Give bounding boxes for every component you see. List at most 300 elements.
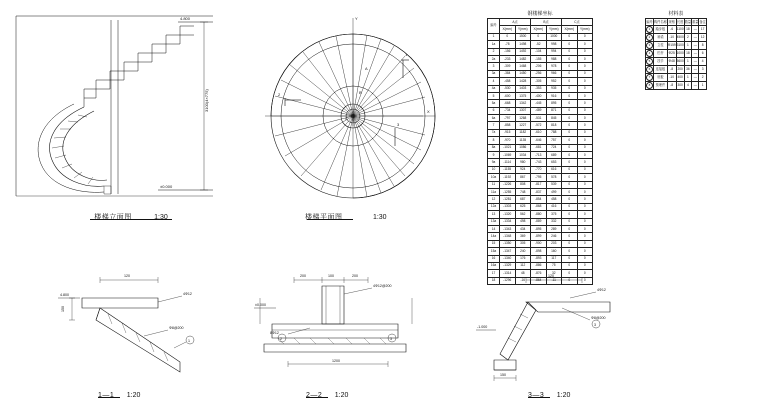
table-row (488, 159, 593, 166)
coordinate-cell: 16 (488, 255, 500, 262)
table-row (488, 70, 593, 77)
section-3-3-view (470, 268, 650, 399)
coordinate-cell: -770 (531, 166, 547, 173)
coordinate-cell: -1347 (500, 248, 516, 255)
coordinate-cell: 0 (562, 100, 578, 107)
table-row (488, 78, 593, 85)
material-cell: 200 (676, 66, 684, 74)
coordinate-cell: 0 (577, 55, 593, 62)
coordinate-cell: 332 (546, 218, 562, 225)
table-row (488, 255, 593, 262)
coordinate-cell: 0 (562, 166, 578, 173)
coordinate-cell: 32 (546, 270, 562, 277)
section-1-1-scale: 1:20 (126, 392, 141, 399)
coordinate-cell: 14 (488, 225, 500, 232)
coordinate-cell: 416 (546, 203, 562, 210)
material-cell: 预埋件 (654, 82, 668, 90)
material-cell: 底板 (654, 74, 668, 82)
coordinate-cell: 625 (515, 203, 531, 210)
coordinate-cell: 0 (562, 107, 578, 114)
coordinate-cell: -1296 (500, 277, 516, 284)
table-row (488, 248, 593, 255)
section-3-3-caption (528, 384, 570, 402)
svg-text:4.800: 4.800 (180, 16, 191, 21)
coordinate-cell: 0 (562, 225, 578, 232)
table-row (646, 74, 707, 82)
coordinate-cell: 0 (562, 115, 578, 122)
coordinate-cell: 8a (488, 144, 500, 151)
coordinate-cell: 240 (515, 248, 531, 255)
coordinate-cell: 0 (577, 203, 593, 210)
coordinate-cell: -1350 (500, 240, 516, 247)
plan-caption (305, 206, 425, 224)
coordinate-cell: 434 (515, 225, 531, 232)
svg-text:8Φ12: 8Φ12 (270, 331, 279, 335)
coordinate-cell: 0 (562, 174, 578, 181)
table-row (646, 50, 707, 58)
plan-scale: 1:30 (372, 214, 387, 221)
coordinate-cell: -868 (531, 203, 547, 210)
svg-text:200: 200 (352, 274, 358, 278)
coordinate-cell: 6 (488, 107, 500, 114)
coordinate-table-group-header-row (488, 19, 593, 26)
coordinate-cell: 3 (488, 63, 500, 70)
material-cell: 斜梁 (654, 34, 668, 42)
coordinate-cell: 13 (488, 211, 500, 218)
table-row (488, 41, 593, 48)
coordinate-cell: -743 (531, 159, 547, 166)
coordinate-cell: 0 (577, 33, 593, 40)
material-cell: 栏杆 (654, 50, 668, 58)
coordinate-cell: 12a (488, 203, 500, 210)
material-table-body (646, 26, 707, 90)
svg-text:100: 100 (328, 274, 334, 278)
table-row (488, 92, 593, 99)
coordinate-cell: -206 (531, 63, 547, 70)
svg-text:4Φ12@200: 4Φ12@200 (373, 284, 392, 288)
coordinate-cell: 0 (577, 240, 593, 247)
coordinate-cell: -305 (531, 78, 547, 85)
section-1-1-view (40, 268, 220, 399)
coordinate-cell: 1034 (515, 152, 531, 159)
coordinate-cell: -668 (500, 100, 516, 107)
coordinate-cell: 4 (488, 78, 500, 85)
coordinate-cell: 0 (562, 218, 578, 225)
svg-text:2: 2 (278, 92, 281, 97)
coordinate-cell: -837 (531, 188, 547, 195)
coordinate-cell: 0 (577, 70, 593, 77)
material-cell: — (692, 26, 699, 34)
coordinate-cell: 0 (577, 166, 593, 173)
coordinate-cell: 2 (488, 48, 500, 55)
coordinate-cell: 0 (562, 277, 578, 284)
material-cell: — (692, 50, 699, 58)
material-cell: 1 (684, 74, 691, 82)
plan-caption-underline (307, 219, 353, 220)
coordinate-cell: -600 (500, 92, 516, 99)
material-cell: 6 (699, 50, 706, 58)
svg-text:±0.000: ±0.000 (255, 303, 266, 307)
coordinate-cell: -233 (500, 55, 516, 62)
coordinate-cell: 0 (577, 63, 593, 70)
coordinate-cell: 369 (515, 233, 531, 240)
coordinate-cell: 160 (546, 248, 562, 255)
material-cell: — (692, 66, 699, 74)
material-cell: 3100 (676, 42, 684, 50)
coordinate-cell: 0 (562, 63, 578, 70)
coordinate-cell: 0 (577, 255, 593, 262)
coordinate-cell: 1428 (515, 78, 531, 85)
svg-text:2: 2 (280, 337, 282, 341)
coordinate-cell: -1226 (500, 181, 516, 188)
table-row (488, 55, 593, 62)
coordinate-cell: -458 (500, 78, 516, 85)
coordinate-cell: 0 (562, 41, 578, 48)
material-cell: — (692, 42, 699, 50)
table-row (488, 188, 593, 195)
svg-text:A: A (365, 66, 368, 71)
material-cell: 4 (699, 58, 706, 66)
coordinate-sub-header-cell: X(mm) (562, 26, 578, 33)
material-cell: 1100 (676, 26, 684, 34)
coordinate-cell: 687 (515, 196, 531, 203)
table-row (488, 33, 593, 40)
coordinate-cell: 1342 (515, 100, 531, 107)
coordinate-cell: 0 (577, 78, 593, 85)
coordinate-cell: 616 (546, 166, 562, 173)
coordinate-cell: 498 (515, 218, 531, 225)
coordinate-cell: 0 (577, 107, 593, 114)
coordinate-cell: 1a (488, 41, 500, 48)
coordinate-cell: 0 (562, 85, 578, 92)
coordinate-group-header-cell: 编号 (488, 19, 500, 34)
coordinate-cell: 1227 (515, 122, 531, 129)
material-header-cell: 数量 (684, 19, 691, 26)
svg-text:1200: 1200 (332, 359, 340, 363)
coordinate-cell: -52 (531, 41, 547, 48)
svg-text:1: 1 (188, 339, 190, 343)
coordinate-cell: 1500 (515, 33, 531, 40)
svg-text:120: 120 (548, 274, 554, 278)
coordinate-cell: 0 (562, 233, 578, 240)
coordinate-cell: 0 (562, 196, 578, 203)
coordinate-cell: 0 (562, 159, 578, 166)
coordinate-cell: -899 (531, 233, 547, 240)
coordinate-cell: -531 (531, 115, 547, 122)
svg-text:200: 200 (300, 274, 306, 278)
coordinate-cell: 48 (515, 270, 531, 277)
material-cell: 12 (699, 34, 706, 42)
coordinate-cell: 12 (488, 196, 500, 203)
coordinate-cell: -16 (515, 277, 531, 284)
coordinate-cell: -489 (531, 107, 547, 114)
coordinate-cell: 0 (577, 233, 593, 240)
coordinate-cell: 924 (515, 166, 531, 173)
coordinate-cell: 0 (562, 122, 578, 129)
svg-text:-1.000: -1.000 (477, 325, 488, 329)
coordinate-cell: 5a (488, 100, 500, 107)
material-cell: 3 (699, 66, 706, 74)
svg-text:4Φ12: 4Φ12 (597, 288, 606, 292)
coordinate-cell: -353 (531, 85, 547, 92)
coordinate-cell: -156 (500, 48, 516, 55)
material-header-cell: 编号 (646, 19, 654, 26)
coordinate-cell: 1182 (515, 129, 531, 136)
coordinate-cell: 16a (488, 262, 500, 269)
coordinate-cell: 0 (500, 33, 516, 40)
material-cell: -10 (667, 74, 676, 82)
table-row (488, 240, 593, 247)
section-2-2-underline (306, 397, 328, 398)
coordinate-cell: 0 (562, 92, 578, 99)
coordinate-cell: 176 (515, 255, 531, 262)
coordinate-cell: -893 (531, 255, 547, 262)
material-table-title: 材料表 (668, 11, 684, 17)
coordinate-cell: 1468 (515, 63, 531, 70)
coordinate-cell: 1375 (515, 92, 531, 99)
material-cell: — (692, 82, 699, 90)
coordinate-cell: -530 (500, 85, 516, 92)
coordinate-cell: 75 (546, 262, 562, 269)
coordinate-table (487, 10, 593, 285)
coordinate-cell: -797 (500, 115, 516, 122)
table-row (488, 137, 593, 144)
coordinate-cell: 845 (546, 115, 562, 122)
table-row (488, 196, 593, 203)
table-row (488, 211, 593, 218)
coordinate-cell: -734 (500, 107, 516, 114)
coordinate-cell: 11a (488, 188, 500, 195)
coordinate-cell: 1492 (515, 48, 531, 55)
material-cell: 1 (684, 58, 691, 66)
coordinate-cell: 1000 (546, 33, 562, 40)
material-table-grid (645, 18, 707, 90)
elevation-caption (86, 206, 176, 224)
coordinate-cell: -970 (500, 137, 516, 144)
coordinate-cell: 0 (562, 270, 578, 277)
table-row (488, 48, 593, 55)
coordinate-cell: 7 (488, 122, 500, 129)
coordinate-table-body (488, 33, 593, 284)
material-cell: 立柱 (654, 42, 668, 50)
coordinate-cell: 112 (515, 262, 531, 269)
coordinate-cell: 0 (562, 262, 578, 269)
coordinate-cell: 0 (577, 174, 593, 181)
material-cell: 连接板 (654, 66, 668, 74)
material-cell: -10 (667, 34, 676, 42)
coordinate-cell: 1086 (515, 144, 531, 151)
material-cell: -8 (667, 66, 676, 74)
svg-text:Φ8@200: Φ8@200 (169, 326, 184, 330)
coordinate-cell: 0 (577, 100, 593, 107)
material-header-cell: 构件名称 (654, 19, 668, 26)
coordinate-cell: 998 (546, 41, 562, 48)
coordinate-cell: -78 (500, 41, 516, 48)
section-1-1-underline (98, 397, 120, 398)
coordinate-cell: -400 (531, 92, 547, 99)
section-2-2-caption (306, 384, 348, 402)
coordinate-cell: 0 (562, 203, 578, 210)
section-1-1-caption (98, 384, 140, 402)
coordinate-cell: 0 (577, 270, 593, 277)
material-table (645, 10, 707, 90)
table-row (488, 107, 593, 114)
material-header-cell: 重量 (692, 19, 699, 26)
coordinate-cell: -155 (531, 55, 547, 62)
coordinate-cell: -104 (531, 48, 547, 55)
coordinate-cell: 0 (562, 188, 578, 195)
table-row (488, 129, 593, 136)
material-cell: 36 (684, 66, 691, 74)
coordinate-cell: -1348 (500, 233, 516, 240)
coordinate-cell: 15a (488, 248, 500, 255)
coordinate-sub-header-cell: Y(mm) (515, 26, 531, 33)
material-cell: 300 (676, 82, 684, 90)
material-cell: 18 (684, 26, 691, 34)
coordinate-cell: 0 (577, 137, 593, 144)
coordinate-cell: -886 (531, 262, 547, 269)
coordinate-cell: 988 (546, 55, 562, 62)
coordinate-cell: 0 (577, 196, 593, 203)
table-row (646, 42, 707, 50)
svg-text:3100(4×775): 3100(4×775) (204, 89, 209, 112)
coordinate-cell: -1255 (500, 188, 516, 195)
coordinate-cell: -1320 (500, 211, 516, 218)
coordinate-group-header-cell: B点 (531, 19, 562, 26)
material-cell: 踏步板 (654, 26, 668, 34)
material-cell: 4 (646, 50, 654, 58)
coordinate-cell: -445 (531, 100, 547, 107)
coordinate-cell: -713 (531, 152, 547, 159)
coordinate-cell: 458 (546, 196, 562, 203)
coordinate-cell: 0 (562, 33, 578, 40)
coordinate-cell: 375 (546, 211, 562, 218)
coordinate-cell: 289 (546, 225, 562, 232)
coordinate-cell: 871 (546, 107, 562, 114)
table-row (488, 122, 593, 129)
coordinate-cell: -572 (531, 122, 547, 129)
coordinate-cell: 0 (577, 248, 593, 255)
material-cell: 7 (646, 74, 654, 82)
coordinate-cell: 0 (577, 48, 593, 55)
svg-text:3: 3 (594, 323, 596, 327)
coordinate-cell: -309 (500, 63, 516, 70)
coordinate-cell: 0 (562, 70, 578, 77)
coordinate-cell: -1303 (500, 203, 516, 210)
table-row (488, 233, 593, 240)
coordinate-cell: 8 (488, 137, 500, 144)
table-row (488, 115, 593, 122)
material-cell: 2 (646, 34, 654, 42)
material-cell: Φ159 (667, 42, 676, 50)
plan-view (245, 8, 440, 221)
coordinate-cell: -11 (546, 277, 562, 284)
coordinate-cell: -915 (500, 129, 516, 136)
coordinate-cell: 0 (577, 129, 593, 136)
svg-text:4.800: 4.800 (60, 293, 69, 297)
coordinate-cell: 0 (562, 137, 578, 144)
coordinate-cell: 1482 (515, 55, 531, 62)
coordinate-cell: 0 (577, 188, 593, 195)
coordinate-cell: 305 (515, 240, 531, 247)
material-cell: — (692, 58, 699, 66)
coordinate-cell: 0 (562, 255, 578, 262)
material-header-cell: 长度 (676, 19, 684, 26)
coordinate-cell: 653 (546, 159, 562, 166)
table-row (488, 63, 593, 70)
material-cell: 扶手 (654, 58, 668, 66)
coordinate-sub-header-cell: X(mm) (531, 26, 547, 33)
coordinate-cell: 10 (488, 166, 500, 173)
coordinate-cell: 7a (488, 129, 500, 136)
material-cell: 6 (646, 66, 654, 74)
coordinate-cell: -898 (531, 248, 547, 255)
coordinate-cell: -1021 (500, 144, 516, 151)
material-cell: 4500 (676, 34, 684, 42)
coordinate-cell: 0 (577, 144, 593, 151)
table-row (488, 225, 593, 232)
table-row (646, 66, 707, 74)
coordinate-table-grid (487, 18, 593, 285)
coordinate-cell: 0 (577, 41, 593, 48)
section-3-3-underline (528, 397, 550, 398)
coordinate-cell: 0 (562, 181, 578, 188)
table-row (488, 100, 593, 107)
coordinate-cell: 539 (546, 181, 562, 188)
coordinate-cell: 1135 (515, 137, 531, 144)
table-row (488, 144, 593, 151)
svg-text:120: 120 (124, 274, 130, 278)
coordinate-cell: 0 (562, 152, 578, 159)
coordinate-cell: 0 (577, 152, 593, 159)
coordinate-cell: 0 (562, 211, 578, 218)
coordinate-cell: -858 (500, 122, 516, 129)
section-2-2-scale: 1:20 (334, 392, 349, 399)
coordinate-cell: 17 (488, 270, 500, 277)
coordinate-cell: 0 (562, 144, 578, 151)
table-row (646, 58, 707, 66)
table-row (488, 166, 593, 173)
coordinate-cell: -1069 (500, 152, 516, 159)
coordinate-cell: 203 (546, 240, 562, 247)
coordinate-cell: -1343 (500, 225, 516, 232)
coordinate-cell: 578 (546, 174, 562, 181)
coordinate-cell: 1403 (515, 85, 531, 92)
material-cell: 2 (699, 74, 706, 82)
coordinate-cell: -854 (531, 196, 547, 203)
coordinate-cell: 689 (546, 152, 562, 159)
material-cell: 1 (684, 42, 691, 50)
table-row (488, 218, 593, 225)
material-cell: 8 (646, 82, 654, 90)
coordinate-cell: -864 (531, 277, 547, 284)
table-row (488, 152, 593, 159)
coordinate-cell: 3a (488, 70, 500, 77)
section-3-3-scale: 1:20 (556, 392, 571, 399)
coordinate-cell: 0 (562, 78, 578, 85)
table-row (488, 85, 593, 92)
coordinate-cell: -895 (531, 225, 547, 232)
material-cell: Φ25 (667, 50, 676, 58)
coordinate-cell: 978 (546, 63, 562, 70)
coordinate-cell: -610 (531, 129, 547, 136)
svg-text:1: 1 (405, 52, 408, 57)
coordinate-cell: 0 (562, 55, 578, 62)
coordinate-cell: -900 (531, 240, 547, 247)
coordinate-cell: 117 (546, 255, 562, 262)
svg-text:±0.000: ±0.000 (160, 184, 173, 189)
material-cell: 1 (699, 82, 706, 90)
